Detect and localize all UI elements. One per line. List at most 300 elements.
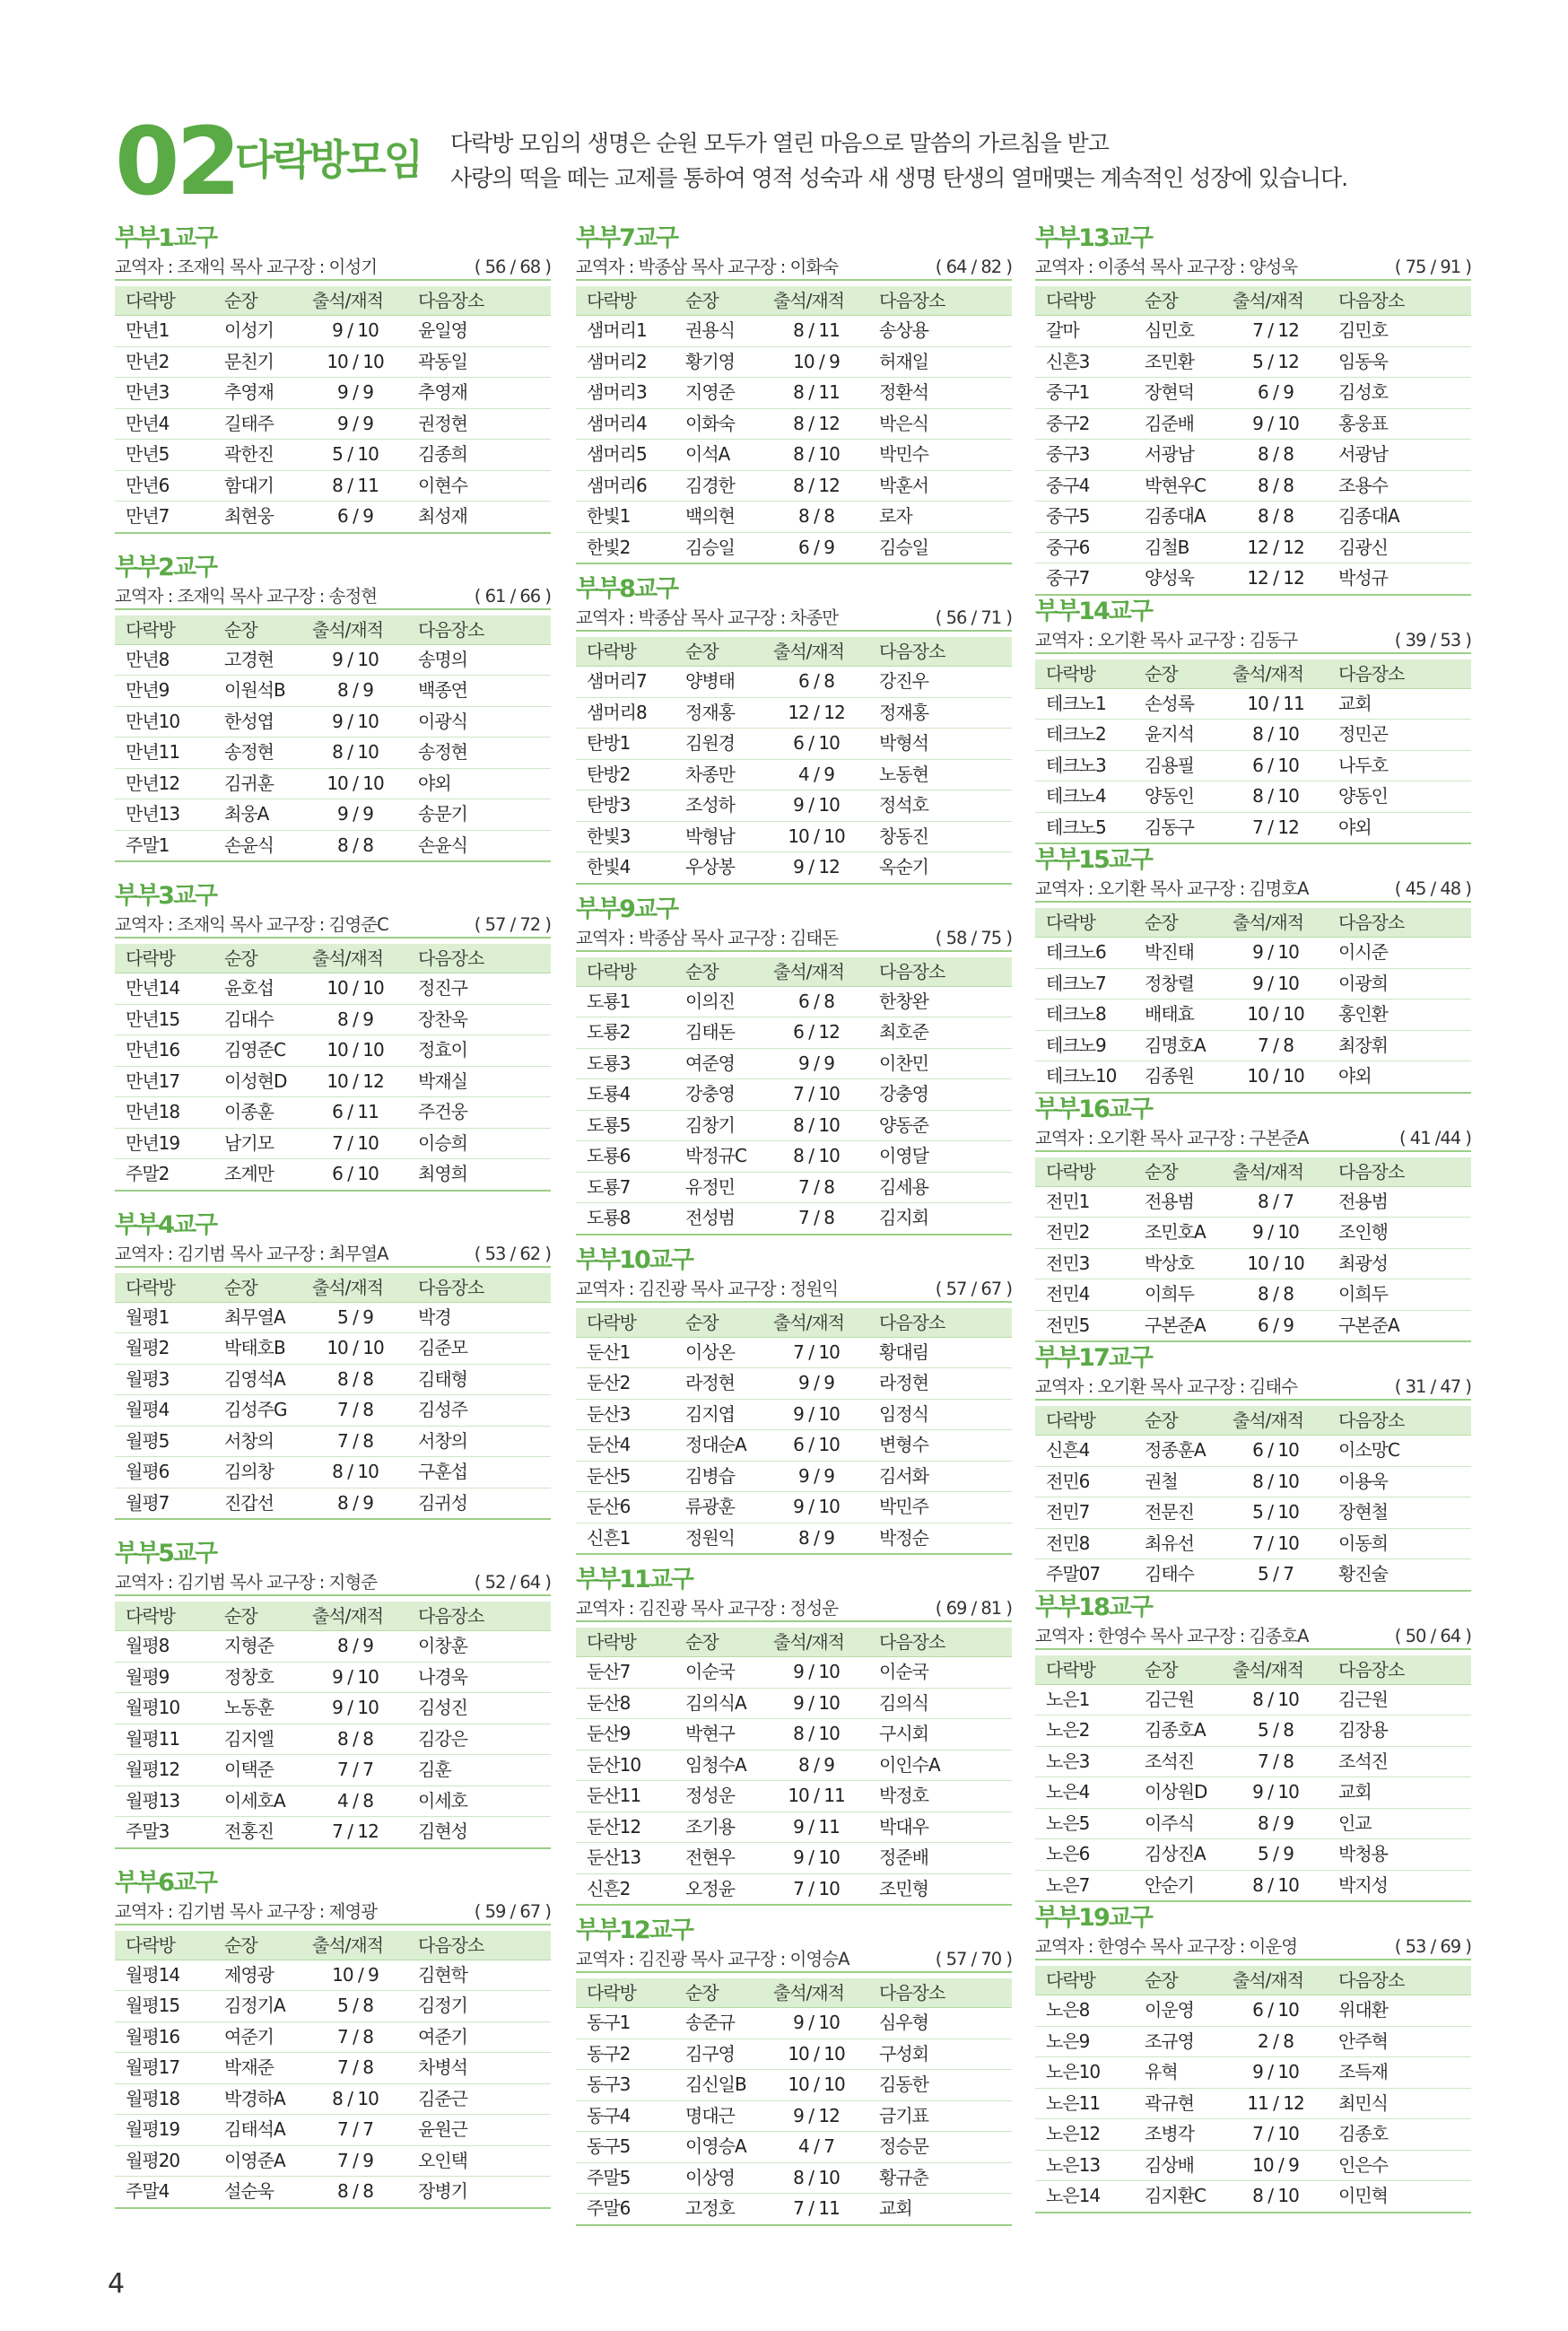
room-name: 주말6 (576, 2194, 675, 2225)
attendance: 5 / 9 (1224, 1839, 1328, 1871)
attendance: 10 / 10 (1224, 1248, 1328, 1279)
attendance: 7 / 8 (1224, 1746, 1328, 1777)
room-name: 월평8 (115, 1631, 213, 1663)
table-row (1035, 1528, 1471, 1559)
table-row (576, 1017, 1012, 1049)
table-row (1035, 1559, 1471, 1591)
room-name: 한빛1 (576, 502, 675, 533)
next-venue: 홍웅표 (1328, 408, 1471, 440)
column-header: 다락방 (115, 944, 213, 973)
district-info (115, 912, 551, 939)
district-title: 부부19교구 (1035, 1904, 1152, 1932)
district-table (115, 615, 551, 863)
leader-name: 전현우 (675, 1843, 764, 1874)
next-venue: 박민주 (868, 1492, 1012, 1523)
next-venue: 인교 (1328, 1808, 1471, 1839)
leader-name: 양동인 (1134, 781, 1224, 813)
district-table (115, 944, 551, 1192)
attendance: 7 / 8 (303, 1395, 407, 1427)
leader-name: 유정민 (675, 1172, 764, 1203)
attendance: 8 / 8 (303, 830, 407, 861)
next-venue: 인은수 (1328, 2150, 1471, 2181)
next-venue: 김세용 (868, 1172, 1012, 1203)
table-header-row (1035, 1406, 1471, 1436)
column-header: 순장 (675, 957, 764, 987)
room-name: 만년8 (115, 644, 213, 676)
district-table (576, 1628, 1012, 1906)
district-info (115, 1899, 551, 1925)
table-row (115, 799, 551, 831)
leader-name: 조규영 (1134, 2026, 1224, 2057)
next-venue: 최민식 (1328, 2088, 1471, 2119)
next-venue: 이시준 (1328, 938, 1471, 969)
leader-name: 강충영 (675, 1079, 764, 1111)
district-table (1035, 659, 1471, 845)
room-name: 도룡6 (576, 1141, 675, 1173)
next-venue: 정민곤 (1328, 720, 1471, 751)
table-row (576, 1337, 1012, 1368)
next-venue: 이광식 (407, 706, 551, 738)
table-row (576, 532, 1012, 563)
column-header: 순장 (675, 637, 764, 667)
district-info (576, 926, 1012, 952)
room-name: 월평16 (115, 2021, 213, 2053)
next-venue: 정승문 (868, 2132, 1012, 2163)
district-group (576, 894, 1012, 1235)
table-row (1035, 408, 1471, 440)
next-venue: 김장용 (1328, 1716, 1471, 1747)
table-header-row (576, 637, 1012, 667)
attendance: 7 / 8 (303, 2053, 407, 2084)
district-group (115, 1867, 551, 2209)
leader-name: 이영승A (675, 2132, 764, 2163)
attendance: 8 / 8 (1224, 502, 1328, 533)
room-name: 월평3 (115, 1364, 213, 1395)
pastor-label: 교역자 : 조재익 목사 (115, 585, 262, 607)
district-title: 부부7교구 (576, 224, 678, 252)
district-table (576, 1978, 1012, 2226)
table-row (1035, 346, 1471, 378)
column-header: 출석/재적 (303, 615, 407, 645)
leader-name: 정종훈A (1134, 1436, 1224, 1467)
table-row (115, 1785, 551, 1817)
room-name: 둔산6 (576, 1492, 675, 1523)
table-header-row (576, 1978, 1012, 2008)
column-header: 순장 (213, 286, 303, 316)
table-row (1035, 968, 1471, 1000)
attendance: 8 / 9 (303, 1004, 407, 1035)
district-group (1035, 596, 1471, 845)
table-row (1035, 378, 1471, 409)
next-venue: 김성진 (407, 1693, 551, 1724)
attendance: 7 / 10 (1224, 1528, 1328, 1559)
attendance: 9 / 10 (764, 1399, 868, 1430)
table-row (115, 378, 551, 409)
room-name: 노은13 (1035, 2150, 1134, 2181)
table-row (576, 2194, 1012, 2225)
leader-name: 김의창 (213, 1457, 303, 1489)
next-venue: 조득재 (1328, 2057, 1471, 2089)
leader-name: 조병각 (1134, 2119, 1224, 2151)
next-venue: 윤원근 (407, 2115, 551, 2146)
column-header: 순장 (213, 1273, 303, 1303)
next-venue: 교회 (868, 2194, 1012, 2225)
room-name: 만년5 (115, 440, 213, 471)
district-table (1035, 1406, 1471, 1592)
next-venue: 송상용 (868, 316, 1012, 347)
column-header: 출석/재적 (764, 286, 868, 316)
column-header: 다음장소 (868, 1308, 1012, 1338)
table-row (115, 1693, 551, 1724)
room-name: 월평2 (115, 1333, 213, 1365)
table-row (1035, 440, 1471, 471)
next-venue: 구훈섭 (407, 1457, 551, 1489)
table-row (115, 1128, 551, 1159)
table-row (576, 1492, 1012, 1523)
leader-name: 이주식 (1134, 1808, 1224, 1839)
table-header-row (576, 1308, 1012, 1338)
room-name: 한빛4 (576, 852, 675, 884)
leader-name: 김종원 (1134, 1061, 1224, 1093)
next-venue: 나경욱 (407, 1662, 551, 1693)
table-row (1035, 1248, 1471, 1279)
next-venue: 박재실 (407, 1066, 551, 1097)
attendance-total: ( 69 / 81 ) (935, 1598, 1012, 1619)
room-name: 동구5 (576, 2132, 675, 2163)
district-group (576, 1915, 1012, 2226)
district-info (115, 1570, 551, 1596)
room-name: 도룡7 (576, 1172, 675, 1203)
column-header: 다락방 (576, 957, 675, 987)
leader-name: 정재홍 (675, 697, 764, 729)
pastor-label: 교역자 : 김진광 목사 (576, 1278, 723, 1299)
attendance: 8 / 10 (303, 738, 407, 769)
room-name: 중구7 (1035, 563, 1134, 595)
leader-name: 김지엘 (213, 1724, 303, 1755)
next-venue: 조석진 (1328, 1746, 1471, 1777)
room-name: 신흔2 (576, 1873, 675, 1905)
next-venue: 김성주 (407, 1395, 551, 1427)
district-group (1035, 1592, 1471, 1903)
room-name: 월평6 (115, 1457, 213, 1489)
table-row (576, 759, 1012, 790)
attendance: 7 / 10 (1224, 2119, 1328, 2151)
attendance: 8 / 9 (303, 1631, 407, 1663)
room-name: 샘머리2 (576, 346, 675, 378)
next-venue: 안주혁 (1328, 2026, 1471, 2057)
attendance: 4 / 7 (764, 2132, 868, 2163)
leader-name: 김용필 (1134, 750, 1224, 781)
column-header: 다락방 (1035, 1406, 1134, 1436)
page-header (115, 107, 1460, 216)
leader-name: 김종호A (1134, 1716, 1224, 1747)
attendance: 8 / 10 (764, 440, 868, 471)
district-info (1035, 877, 1471, 903)
leader-name: 박정규C (675, 1141, 764, 1173)
table-row (115, 1755, 551, 1786)
column-header: 순장 (1134, 1655, 1224, 1685)
column-header: 출석/재적 (1224, 286, 1328, 316)
attendance: 10 / 10 (764, 2070, 868, 2101)
room-name: 만년15 (115, 1004, 213, 1035)
next-venue: 김근원 (1328, 1684, 1471, 1716)
district-table (115, 1931, 551, 2209)
leader-name: 이석A (675, 440, 764, 471)
next-venue: 김지회 (868, 1203, 1012, 1235)
table-row (115, 2083, 551, 2115)
room-name: 주말2 (115, 1159, 213, 1191)
district-info (576, 1277, 1012, 1303)
district-info (115, 584, 551, 610)
next-venue: 서창의 (407, 1426, 551, 1457)
district-group (576, 223, 1012, 564)
table-row (1035, 532, 1471, 563)
attendance-total: ( 50 / 64 ) (1394, 1625, 1471, 1646)
attendance: 7 / 8 (303, 1426, 407, 1457)
room-name: 월평10 (115, 1693, 213, 1724)
leader-name: 배태효 (1134, 1000, 1224, 1031)
next-venue: 로자 (868, 502, 1012, 533)
column-header: 다락방 (115, 1273, 213, 1303)
district-info (1035, 1126, 1471, 1152)
leader-name: 라정현 (675, 1368, 764, 1400)
table-row (1035, 781, 1471, 813)
district-title: 부부16교구 (1035, 1095, 1152, 1123)
attendance: 5 / 7 (1224, 1559, 1328, 1591)
room-name: 탄방3 (576, 790, 675, 822)
leader-name: 김경한 (675, 470, 764, 502)
next-venue: 양동인 (1328, 781, 1471, 813)
district-table (115, 1602, 551, 1849)
pastor-label: 교역자 : 김진광 목사 (576, 1949, 723, 1969)
leader-name: 제영광 (213, 1960, 303, 1991)
table-row (115, 830, 551, 861)
room-name: 신흔3 (1035, 346, 1134, 378)
district-title: 부부17교구 (1035, 1344, 1152, 1372)
attendance: 10 / 9 (1224, 2150, 1328, 2181)
room-name: 샘머리5 (576, 440, 675, 471)
column-header: 다음장소 (868, 957, 1012, 987)
leader-label: 교구장 : 이화숙 (727, 257, 839, 277)
table-row (576, 2039, 1012, 2070)
table-row (576, 2100, 1012, 2132)
leader-name: 전용범 (1134, 1186, 1224, 1218)
leader-name: 이희두 (1134, 1279, 1224, 1311)
next-venue: 박성규 (1328, 563, 1471, 595)
attendance: 4 / 8 (303, 1785, 407, 1817)
district-info (576, 255, 1012, 281)
attendance: 10 / 11 (1224, 688, 1328, 720)
pastor-label: 교역자 : 이종석 목사 (1035, 257, 1182, 277)
leader-name: 김성주G (213, 1395, 303, 1427)
next-venue: 황대림 (868, 1337, 1012, 1368)
attendance-total: ( 31 / 47 ) (1394, 1376, 1471, 1397)
attendance-total: ( 58 / 75 ) (935, 927, 1012, 948)
next-venue: 이찬민 (868, 1048, 1012, 1079)
room-name: 둔산11 (576, 1781, 675, 1812)
next-venue: 최호준 (868, 1017, 1012, 1049)
next-venue: 김종호 (1328, 2119, 1471, 2151)
attendance: 6 / 9 (764, 532, 868, 563)
attendance: 9 / 10 (303, 644, 407, 676)
leader-label: 교구장 : 구본준A (1187, 1127, 1309, 1148)
leader-label: 교구장 : 차종만 (727, 607, 839, 628)
column-header: 출석/재적 (1224, 1966, 1328, 1995)
attendance: 6 / 12 (764, 1017, 868, 1049)
room-name: 샘머리8 (576, 697, 675, 729)
leader-name: 차종만 (675, 759, 764, 790)
room-name: 만년6 (115, 470, 213, 502)
attendance: 9 / 9 (303, 378, 407, 409)
room-name: 월평9 (115, 1662, 213, 1693)
leader-name: 전홍진 (213, 1817, 303, 1848)
attendance: 6 / 9 (1224, 378, 1328, 409)
leader-name: 문친기 (213, 346, 303, 378)
attendance: 8 / 10 (764, 1141, 868, 1173)
next-venue: 송정현 (407, 738, 551, 769)
room-name: 만년7 (115, 502, 213, 533)
next-venue: 전용범 (1328, 1186, 1471, 1218)
next-venue: 황진술 (1328, 1559, 1471, 1591)
district-title: 부부5교구 (115, 1540, 217, 1567)
room-name: 둔산1 (576, 1337, 675, 1368)
next-venue: 송문기 (407, 799, 551, 831)
leader-name: 이화숙 (675, 408, 764, 440)
district-title: 부부2교구 (115, 553, 217, 581)
leader-name: 이종훈 (213, 1097, 303, 1129)
next-venue: 김종희 (407, 440, 551, 471)
attendance: 9 / 10 (764, 790, 868, 822)
room-name: 도룡2 (576, 1017, 675, 1049)
room-name: 중구3 (1035, 440, 1134, 471)
room-name: 전민2 (1035, 1218, 1134, 1249)
table-row (115, 440, 551, 471)
next-venue: 김서화 (868, 1461, 1012, 1492)
room-name: 신흔4 (1035, 1436, 1134, 1467)
next-venue: 이세호 (407, 1785, 551, 1817)
table-row (576, 1172, 1012, 1203)
room-name: 테크노3 (1035, 750, 1134, 781)
room-name: 중구5 (1035, 502, 1134, 533)
table-row (1035, 2181, 1471, 2213)
table-header-row (115, 944, 551, 973)
pastor-label: 교역자 : 김기범 목사 (115, 1243, 262, 1264)
column-header: 다음장소 (407, 944, 551, 973)
attendance: 10 / 10 (764, 821, 868, 852)
next-venue: 김민호 (1328, 316, 1471, 347)
district-info (576, 606, 1012, 632)
district-title: 부부18교구 (1035, 1593, 1152, 1621)
attendance-total: ( 75 / 91 ) (1394, 257, 1471, 277)
next-venue: 나두호 (1328, 750, 1471, 781)
attendance: 8 / 11 (764, 378, 868, 409)
room-name: 주말1 (115, 830, 213, 861)
next-venue: 이희두 (1328, 1279, 1471, 1311)
attendance: 9 / 10 (1224, 2057, 1328, 2089)
column-header: 다음장소 (407, 1931, 551, 1960)
attendance: 10 / 10 (303, 346, 407, 378)
district-group (576, 1564, 1012, 1906)
leader-name: 고경현 (213, 644, 303, 676)
table-row (576, 1368, 1012, 1400)
description-line-1: 다락방 모임의 생명은 순원 모두가 열린 마음으로 말씀의 가르침을 받고 (450, 130, 1109, 156)
table-row (1035, 1436, 1471, 1467)
column-header: 다음장소 (1328, 908, 1471, 938)
room-name: 월평20 (115, 2145, 213, 2177)
district-title: 부부15교구 (1035, 846, 1152, 874)
room-name: 둔산2 (576, 1368, 675, 1400)
pastor-label: 교역자 : 조재익 목사 (115, 257, 262, 277)
leader-name: 곽한진 (213, 440, 303, 471)
next-venue: 임정식 (868, 1399, 1012, 1430)
leader-name: 윤지석 (1134, 720, 1224, 751)
attendance: 7 / 9 (303, 2145, 407, 2177)
leader-name: 남기모 (213, 1128, 303, 1159)
room-name: 만년17 (115, 1066, 213, 1097)
district-table (115, 286, 551, 534)
room-name: 도룡1 (576, 986, 675, 1017)
table-header-row (576, 286, 1012, 316)
room-name: 만년2 (115, 346, 213, 378)
attendance: 8 / 10 (1224, 2181, 1328, 2213)
next-venue: 이창훈 (407, 1631, 551, 1663)
column-right (1035, 223, 1471, 2213)
attendance: 10 / 11 (764, 1781, 868, 1812)
table-row (576, 1719, 1012, 1750)
column-header: 다락방 (115, 286, 213, 316)
attendance: 6 / 10 (1224, 750, 1328, 781)
leader-name: 김대수 (213, 1004, 303, 1035)
leader-name: 우상봉 (675, 852, 764, 884)
table-row (115, 1488, 551, 1519)
room-name: 전민6 (1035, 1466, 1134, 1497)
leader-label: 교구장 : 김영준C (266, 914, 388, 935)
leader-name: 김승일 (675, 532, 764, 563)
district-info (1035, 1624, 1471, 1650)
district-group (1035, 1902, 1471, 2213)
next-venue: 조용수 (1328, 470, 1471, 502)
attendance: 9 / 12 (764, 852, 868, 884)
column-header: 순장 (1134, 1406, 1224, 1436)
district-group (1035, 223, 1471, 596)
attendance: 5 / 8 (1224, 1716, 1328, 1747)
attendance: 8 / 10 (1224, 1684, 1328, 1716)
room-name: 동구1 (576, 2008, 675, 2039)
room-name: 주말5 (576, 2162, 675, 2194)
district-info (576, 1947, 1012, 1973)
room-name: 만년16 (115, 1035, 213, 1067)
room-name: 노은6 (1035, 1839, 1134, 1871)
leader-name: 김명호A (1134, 1030, 1224, 1061)
attendance: 5 / 9 (303, 1302, 407, 1333)
pastor-label: 교역자 : 오기환 목사 (1035, 878, 1182, 899)
attendance: 8 / 9 (303, 676, 407, 707)
leader-name: 송준규 (675, 2008, 764, 2039)
column-header: 다음장소 (1328, 1406, 1471, 1436)
leader-name: 박경하A (213, 2083, 303, 2115)
next-venue: 임동욱 (1328, 346, 1471, 378)
table-header-row (1035, 659, 1471, 689)
leader-name: 김영석A (213, 1364, 303, 1395)
room-name: 둔산4 (576, 1430, 675, 1462)
table-row (1035, 1746, 1471, 1777)
next-venue: 박정순 (868, 1523, 1012, 1554)
table-row (1035, 1497, 1471, 1529)
leader-name: 김귀훈 (213, 768, 303, 799)
district-info (1035, 1934, 1471, 1960)
next-venue: 김현학 (407, 1960, 551, 1991)
leader-label: 교구장 : 김종호A (1187, 1625, 1309, 1646)
